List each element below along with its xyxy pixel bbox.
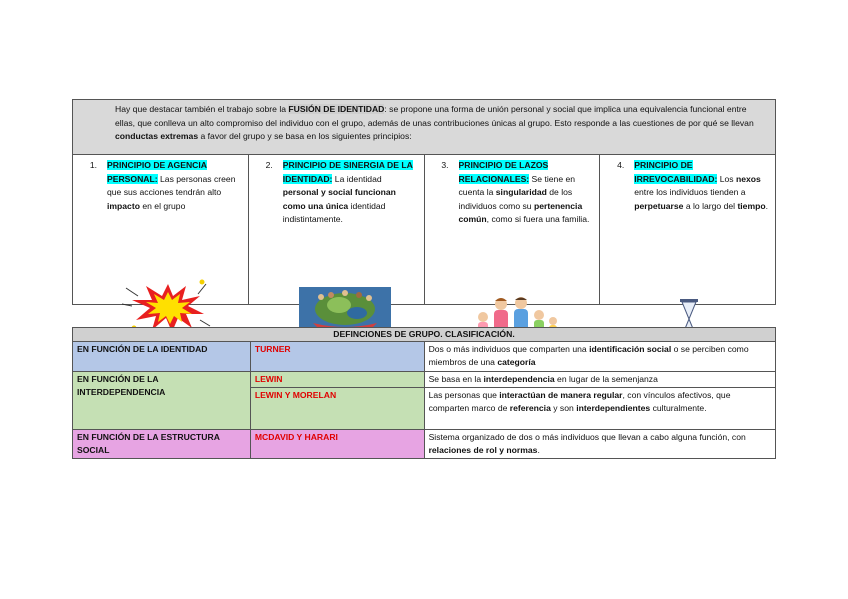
category-interdependence: EN FUNCIÓN DE LA INTERDEPENDENCIA xyxy=(73,371,251,429)
author-mcdavid-harari: MCDAVID Y HARARI xyxy=(250,429,424,458)
principle-irrevocability: 4. PRINCIPIO DE IRREVOCABILIDAD: Los nexos entre los individuos tienden a perpetuarse a lo largo del tiempo. xyxy=(600,155,775,304)
principle-agency: 1. PRINCIPIO DE AGENCIA PERSONAL: Las personas creen que sus acciones tendrán alto impacto en el grupo xyxy=(73,155,249,304)
people-globe-icon xyxy=(299,287,391,327)
definitions-table xyxy=(72,327,776,459)
author-lewin: LEWIN xyxy=(250,371,424,387)
author-turner: TURNER xyxy=(250,342,424,371)
definition-mcdavid-harari: Sistema organizado de dos o más individuos que llevan a cabo alguna función, con relaciones de rol y normas. xyxy=(424,429,775,458)
intro-paragraph: Hay que destacar también el trabajo sobre la FUSIÓN DE IDENTIDAD: se propone una forma de unión personal y social que implica una equivalencia funcional entre ellas, que conlleva un alto compromiso del individuo con el grupo, además de unas contribuciones únicas al grupo. Esto responde a las cuestiones de por qué se llevan conductas extremas a favor del grupo y se basa en los siguientes principios: xyxy=(73,100,775,155)
fusion-table xyxy=(72,99,776,305)
category-identity: EN FUNCIÓN DE LA IDENTIDAD xyxy=(73,342,251,371)
definition-lewin: Se basa en la interdependencia en lugar de la semenjanza xyxy=(424,371,775,387)
definition-turner: Dos o más individuos que comparten una identificación social o se perciben como miembros de una categoría xyxy=(424,342,775,371)
author-lewin-morelan: LEWIN Y MORELAN xyxy=(250,387,424,429)
definition-lewin-morelan: Las personas que interactúan de manera regular, con vínculos afectivos, que comparten marco de referencia y son interdependientes culturalmente. xyxy=(424,387,775,429)
definitions-title: DEFINCIONES DE GRUPO. CLASIFICACIÓN. xyxy=(73,328,776,342)
principle-synergy: 2. PRINCIPIO DE SINERGIA DE LA IDENTIDAD: La identidad personal y social funcionan como una única identidad indistintamente. xyxy=(249,155,425,304)
principle-relational-ties: 3. PRINCIPIO DE LAZOS RELACIONALES: Se tiene en cuenta la singularidad de los individuos como su pertenencia común, como si fuera una familia. xyxy=(425,155,601,304)
category-social-structure: EN FUNCIÓN DE LA ESTRUCTURA SOCIAL xyxy=(73,429,251,458)
